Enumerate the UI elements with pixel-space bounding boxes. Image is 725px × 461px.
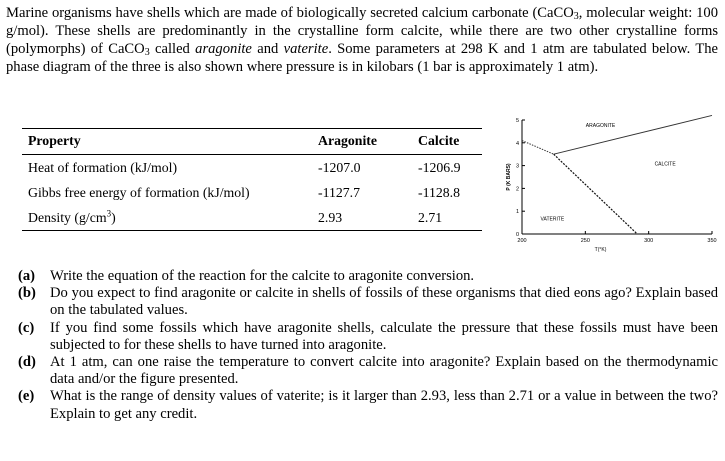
- y-tick-label: 0: [515, 232, 519, 238]
- y-tick-label: 3: [515, 163, 519, 170]
- x-tick-label: 200: [517, 238, 527, 244]
- question-b: [18, 285, 718, 319]
- question-text: If you find some fossils which have aragonite shells, calculate the pressure that these fossils must have been subjected to for these shells to have turned into aragonite.: [50, 319, 718, 353]
- property-table: [22, 128, 482, 231]
- question-a: [18, 268, 718, 285]
- intro-text-2: , molecular weight: 100 g/mol). These shells are predominantly in the crystalline form calcite, while there are two other crystalline forms (polymorphs) of CaCO: [6, 5, 718, 57]
- question-text: At 1 atm, can one raise the temperature to convert calcite into aragonite? Explain based on the thermodynamic data and/or the figure presented.: [50, 354, 718, 388]
- header-aragonite: Aragonite: [318, 133, 378, 148]
- density-label-close: ): [111, 210, 116, 225]
- question-c: [18, 320, 718, 354]
- cell-property: [22, 205, 312, 231]
- table-row: [22, 155, 482, 181]
- cell-calcite: 2.71: [418, 210, 443, 225]
- question-label: (b): [18, 285, 36, 302]
- question-label: (e): [18, 388, 35, 405]
- header-calcite: Calcite: [418, 133, 460, 148]
- cell-aragonite: -1207.0: [318, 160, 361, 175]
- intro-text-1: Marine organisms have shells which are made of biologically secreted calcium carbonate (CaCO: [6, 5, 574, 21]
- phase-diagram: [500, 112, 718, 262]
- y-axis-label: P (K BARS): [506, 163, 512, 191]
- cell-calcite: -1206.9: [418, 160, 461, 175]
- question-label: (a): [18, 268, 36, 284]
- question-text: Write the equation of the reaction for the calcite to aragonite conversion.: [50, 268, 475, 284]
- y-tick-label: 1: [515, 209, 519, 216]
- intro-sub-1: 3: [573, 11, 579, 22]
- table-header-row: [22, 129, 482, 155]
- header-property: Property: [28, 133, 81, 148]
- x-tick-label: 300: [644, 238, 654, 244]
- y-tick-label: 4: [515, 140, 519, 147]
- density-unit-sup: 3: [106, 208, 112, 219]
- phase-boundary-line: [522, 141, 554, 155]
- cell-aragonite: -1127.7: [318, 185, 361, 200]
- intro-sub-2: 3: [144, 47, 150, 58]
- phase-boundary-line: [554, 154, 638, 234]
- property-table-wrap: [22, 128, 482, 231]
- x-tick-label: 350: [707, 238, 717, 244]
- region-label: ARAGONITE: [585, 122, 616, 129]
- intro-text-4: and: [251, 41, 284, 57]
- question-d: [18, 354, 718, 388]
- table-row: [22, 205, 482, 231]
- y-tick-label: 5: [515, 118, 519, 124]
- phase-boundary-line: [554, 115, 712, 154]
- table-row: [22, 180, 482, 205]
- question-label: (d): [18, 354, 36, 371]
- intro-text-3: called: [149, 41, 196, 57]
- x-tick-label: 250: [580, 238, 590, 244]
- question-label: (c): [18, 319, 35, 336]
- intro-paragraph: [6, 4, 718, 76]
- questions-list: [18, 268, 718, 423]
- intro-vaterite: vaterite: [283, 41, 329, 57]
- intro-aragonite: aragonite: [195, 41, 252, 57]
- question-text: What is the range of density values of vaterite; is it larger than 2.93, less than 2.71 or a value in between the two? Explain to get any credit.: [50, 388, 718, 422]
- cell-property: Gibbs free energy of formation (kJ/mol): [28, 185, 250, 200]
- y-tick-label: 2: [515, 186, 519, 193]
- question-text: Do you expect to find aragonite or calcite in shells of fossils of these organisms that died eons ago? Explain based on the tabulated values.: [50, 285, 718, 319]
- x-axis-label: T(°K): [594, 247, 607, 253]
- cell-calcite: -1128.8: [418, 185, 461, 200]
- density-label: Density (g/cm: [28, 210, 107, 225]
- cell-aragonite: 2.93: [318, 210, 343, 225]
- region-label: CALCITE: [654, 161, 676, 168]
- question-e: [18, 388, 718, 422]
- region-label: VATERITE: [540, 216, 565, 223]
- intro-text-5: . Some parameters at 298 K and 1 atm are tabulated below. The phase diagram of the three is also shown where pressure is in kilobars (1 bar is approximately 1 atm).: [6, 41, 719, 75]
- cell-property: Heat of formation (kJ/mol): [28, 160, 178, 175]
